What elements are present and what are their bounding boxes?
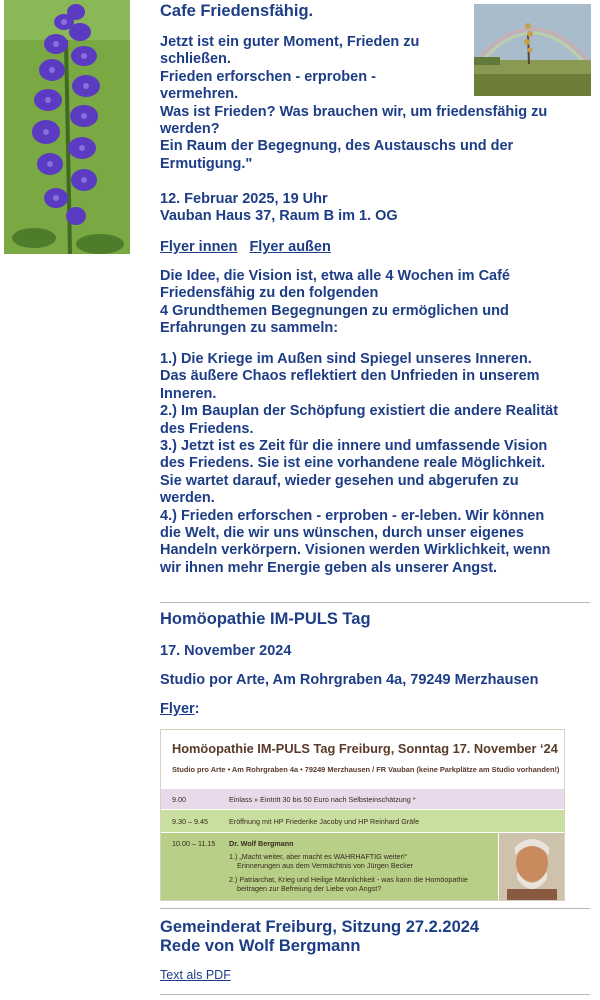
flyer-inside-link[interactable]: Flyer innen (160, 239, 238, 255)
flyer-talk-line: Erinnerungen aus dem Vermächtnis von Jürgen Becker (237, 861, 414, 870)
cafe-point-line: Sie wartet darauf, wieder gesehen und abgerufen zu (160, 472, 519, 489)
flyer-image-title: Homöopathie IM-PULS Tag Freiburg, Sonntag 17. November ‘24 (172, 741, 558, 756)
gemeinderat-title (160, 918, 479, 956)
cafe-intro (160, 34, 592, 173)
divider (160, 602, 590, 603)
cafe-intro-line: Was ist Frieden? Was brauchen wir, um friedensfähig zu (160, 103, 548, 120)
flyer-row-einlass (161, 789, 564, 809)
cafe-point-line: Handeln verkörpern. Visionen werden Wirklichkeit, wenn (160, 542, 551, 559)
divider (160, 994, 590, 995)
flyer-row-text: Einlass » Eintritt 30 bis 50 Euro nach Selbsteinschätzung * (229, 795, 416, 804)
cafe-idea-line: 4 Grundthemen Begegnungen zu ermöglichen und (160, 302, 509, 319)
divider (160, 908, 590, 909)
cafe-intro-line: vermehren. (160, 86, 239, 103)
homoeopathie-title: Homöopathie IM-PULS Tag (160, 610, 371, 628)
cafe-point-line: 4.) Frieden erforschen - erproben - er-leben. Wir können (160, 507, 545, 524)
cafe-title: Cafe Friedensfähig. (160, 2, 314, 20)
cafe-point-line: Inneren. (160, 385, 217, 402)
cafe-idea-line: Die Idee, die Vision ist, etwa alle 4 Wochen im Café (160, 268, 510, 284)
cafe-point-line: 1.) Die Kriege im Außen sind Spiegel unseres Inneren. (160, 351, 532, 367)
cafe-location: Vauban Haus 37, Raum B im 1. OG (160, 208, 398, 225)
cafe-idea (160, 268, 592, 338)
flyer-row-time: 9.30 – 9.45 (172, 817, 208, 826)
cafe-point-line: werden. (160, 490, 215, 507)
homoeopathie-flyer-image[interactable] (160, 729, 565, 901)
cafe-intro-line: werden? (160, 121, 220, 138)
cafe-date: 12. Februar 2025, 19 Uhr (160, 191, 328, 207)
delphinium-flower-photo (4, 0, 130, 254)
flyer-row-bergmann (161, 833, 498, 900)
homoeopathie-flyer-link[interactable]: Flyer (160, 701, 195, 717)
speaker-portrait-photo (499, 833, 564, 900)
cafe-intro-line: Jetzt ist ein guter Moment, Frieden zu (160, 34, 420, 50)
cafe-point-line: 2.) Im Bauplan der Schöpfung existiert die andere Realität (160, 403, 559, 420)
cafe-event-info (160, 191, 398, 226)
cafe-point-line: Das äußere Chaos reflektiert den Unfrieden in unserem (160, 368, 540, 385)
homoeopathie-date: 17. November 2024 (160, 643, 292, 659)
flyer-row-eroeffnung (161, 810, 564, 832)
cafe-intro-line: schließen. (160, 51, 231, 68)
flyer-talk-line: beitragen zur Befreiung der Liebe von Angst? (237, 884, 382, 893)
cafe-point-line: die Welt, die wir uns wünschen, durch unser eigenes (160, 525, 524, 542)
cafe-flyer-links (160, 239, 331, 256)
gemeinderat-title-line2: Rede von Wolf Bergmann (160, 937, 361, 955)
flyer-row-time: 10.00 – 11.15 (172, 839, 216, 848)
cafe-point-line: des Friedens. (160, 420, 254, 437)
homoeopathie-flyer-line (160, 701, 200, 718)
cafe-intro-line: Ein Raum der Begegnung, des Austauschs und der (160, 138, 514, 155)
cafe-intro-line: Frieden erforschen - erproben - (160, 68, 376, 85)
flyer-colon: : (194, 701, 200, 717)
homoeopathie-location: Studio por Arte, Am Rohrgraben 4a, 79249 Merzhausen (160, 672, 539, 688)
flyer-row-text: Dr. Wolf Bergmann (229, 839, 294, 848)
cafe-intro-line: Ermutigung." (160, 155, 253, 172)
flyer-talk-line: 2.) Patriarchat, Krieg und Heilige Männlichkeit - was kann die Homöopathie (229, 875, 468, 884)
flyer-image-subtitle: Studio pro Arte • Am Rohrgraben 4a • 79249 Merzhausen / FR Vauban (keine Parkplätze am Studio vorhanden!) (172, 765, 560, 774)
pdf-link[interactable]: Text als PDF (160, 968, 231, 982)
cafe-idea-line: Erfahrungen zu sammeln: (160, 320, 339, 337)
gemeinderat-title-line1: Gemeinderat Freiburg, Sitzung 27.2.2024 (160, 918, 480, 936)
cafe-idea-line: Friedensfähig zu den folgenden (160, 285, 379, 302)
flyer-outside-link[interactable]: Flyer außen (249, 239, 331, 255)
cafe-point-line: des Friedens. Sie ist eine vorhandene reale Möglichkeit. (160, 455, 546, 472)
cafe-point-line: wir ihnen mehr Energie geben als unserer Angst. (160, 559, 498, 576)
cafe-points (160, 351, 592, 577)
flyer-row-text: Eröffnung mit HP Friederike Jacoby und HP Reinhard Gräfe (229, 817, 420, 826)
flyer-talk-line: 1.) „Macht weiter, aber macht es WAHRHAFTIG weiter!“ (229, 852, 408, 861)
flyer-row-time: 9.00 (172, 795, 186, 804)
cafe-point-line: 3.) Jetzt ist es Zeit für die innere und umfassende Vision (160, 438, 548, 455)
